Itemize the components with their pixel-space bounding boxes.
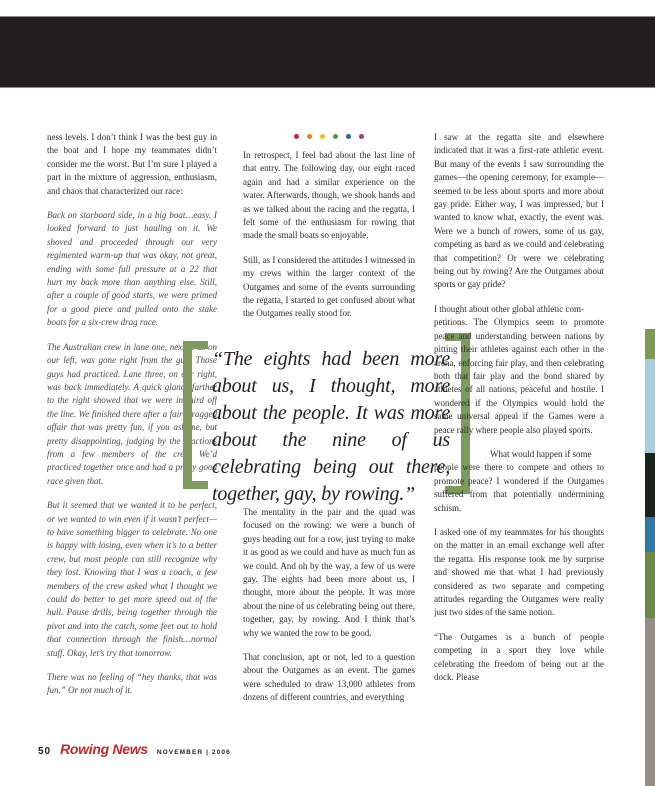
photo-strip-band — [645, 618, 655, 786]
page-edge-photo-strip — [645, 329, 655, 786]
pride-dot-blue-icon — [346, 134, 351, 139]
article-paragraph: “The Outgames is a bunch of people competing in a sport they love while celebrating the freedom of being out at the dock. Please — [434, 631, 604, 683]
pride-dot-purple-icon — [359, 134, 364, 139]
pride-dot-yellow-icon — [320, 134, 325, 139]
column-3 — [434, 131, 604, 756]
article-paragraph: That conclusion, apt or not, led to a question about the Outgames as an event. The games were scheduled to draw 13,000 athletes from dozens of different countries, and everything — [243, 652, 415, 703]
article-paragraph: In retrospect, I feel bad about the last line of that entry. The following day, our eight raced again and had a similar experience on the water. Afterwards, though, we shook hands and as we talked about the racing and the regatta, I felt some of the enthusiasm for rowing that made the small boats so enjoyable. — [243, 150, 415, 241]
pride-dot-red-icon — [294, 134, 299, 139]
article-paragraph: ness levels. I don’t think I was the best guy in the boat and I hope my teammates didn’t consider me the worst. But I’m sure I played a part in the mixture of aggression, enthusiasm, and chaos that characterized our race: — [47, 132, 217, 196]
pull-quote — [183, 333, 470, 505]
article-paragraph: Still, as I considered the attitudes I witnessed in my crews within the larger context of the Outgames and some of the events surrounding the regatta, I started to get confused about what the Outgames really stood for. — [243, 254, 415, 319]
article-paragraph: I asked one of my teammates for his thoughts on the matter in an email exchange well after the regatta. His response took me by surprise and showed me that what I had previously considered as two separate and competing attitudes regarding the Outgames were really just two sides of the same notion. — [434, 526, 604, 618]
top-black-banner — [0, 16, 655, 88]
journal-entry-paragraph: The Australian crew in lane one, next to us on our left, was gone right from the gun. Those guys had practiced. Lane three, on our right, was back immediately. A quick glance farther to the right showed that we were in third off the line. We finished there after a fairly ragged affair that was pretty fun, if you ask me, but pretty disappointing, judging by the reactions from a few members of the crew. We’d practiced together once and had a pretty good race given that. — [47, 341, 217, 486]
page-number: 50 — [38, 746, 52, 757]
pull-quote-text: “The eights had been more about us, I thought, more about the people. It was more about the nine of us celebrating being out there, together, gay, by rowing.” — [212, 348, 450, 505]
pride-dot-orange-icon — [307, 134, 312, 139]
photo-strip-band — [645, 453, 655, 517]
column-2-top — [243, 131, 415, 330]
article-paragraph: people were there to compete and others to promote peace? I wondered if the Outgames suffered from that potentially undermining schism. — [434, 462, 604, 513]
article-paragraph-lead-line: What would happen if some — [490, 448, 592, 459]
journal-entry-paragraph: There was no feeling of “hey thanks, that was fun.” Or not much of it. — [47, 672, 217, 696]
magazine-logo: Rowing News — [60, 741, 148, 757]
column-2-bottom — [243, 506, 415, 756]
journal-entry-paragraph: But it seemed that we wanted it to be perfect, or we wanted to win even if it wasn’t perfect—to have something bigger to celebrate. No one is happy with losing, even when it’s to a better crew, but most people can still recognize why they lost. Knowing that I was a coach, a few members of the crew asked what I thought we could do better to get more speed out of the hull. Pause drills, being together through the pivot and into the catch, some feet out to hold that connection through the finish…normal stuff. Okay, let’s try that tomorrow. — [47, 500, 217, 658]
photo-strip-band — [645, 517, 655, 552]
article-paragraph: The mentality in the pair and the quad was focused on the rowing: we were a bunch of guys heading out for a row, just trying to make it as good as we could and have as much fun as we could. And oh by the way, a few of us were gay. The eights had been more about us, I thought, more about the people. It was more about the nine of us celebrating being out there, together, gay, by rowing. And I think that’s why we wanted the row to be good. — [243, 507, 415, 638]
photo-strip-band — [645, 329, 655, 359]
article-paragraph: I saw at the regatta site and elsewhere indicated that it was a first-rate athletic event. But many of the events I saw surrounding the games—the opening ceremony, for example—seemed to be less about sports and more about gay pride. Either way, I was impressed, but I wanted to know what, exactly, the event was. Were we a bunch of rowers, some of us gay, competing as hard as we could and celebrating that competition? Or were we celebrating being out by rowing? Are the Outgames about sports or gay pride? — [434, 132, 604, 290]
journal-entry-paragraph: Back on starboard side, in a big boat…easy. I looked forward to just hauling on it. We shoved and proceeded through our very regimented warm-up that was okay, not great, ending with some full pressure at a 22 that hurt my back more than anything else. Still, after a couple of good starts, we were primed for a good piece and pulled onto the stake boats for a six-crew drag race. — [47, 210, 217, 328]
photo-strip-band — [645, 359, 655, 453]
issue-date: NOVEMBER | 2006 — [156, 749, 231, 756]
quote-bracket-left-icon — [183, 341, 208, 489]
photo-strip-band — [645, 552, 655, 618]
article-paragraph-wrapped-around-quote: petitions. The Olympics seem to promote peace and understanding between nations by pitting their athletes against each other in the arena, enforcing fair play, and then celebrating both that fair play and the bond shared by athletes of all nations, peaceful and hostile. I wondered if the Olympics would hold the same universal appeal if the Games were a peace rally where people also played sports. — [434, 317, 604, 435]
page-footer — [38, 741, 231, 757]
pride-dots-divider — [243, 131, 415, 149]
article-paragraph-lead-line: I thought about other global athletic com- — [434, 303, 584, 314]
pride-dot-green-icon — [333, 134, 338, 139]
